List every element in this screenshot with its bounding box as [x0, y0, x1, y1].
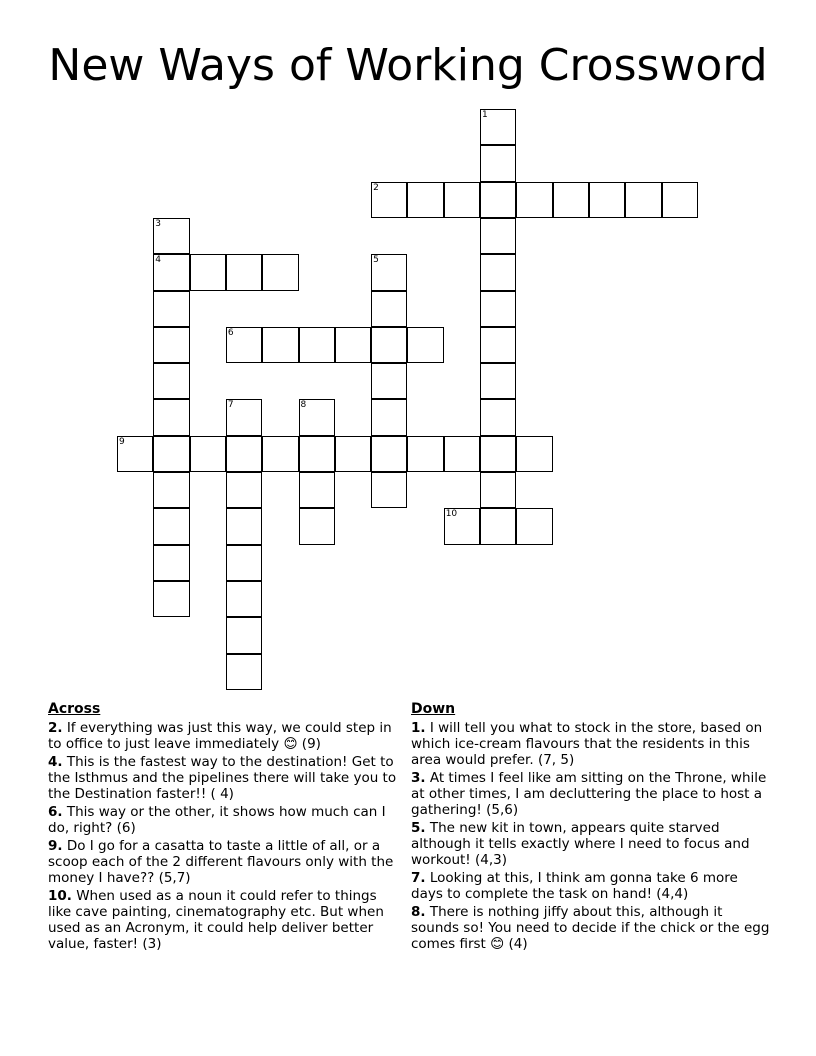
- grid-cell[interactable]: [553, 182, 589, 218]
- clue-text: At times I feel like am sitting on the Throne, while at other times, I am decluttering the place to host a gathering! (5,6): [411, 770, 767, 818]
- grid-cell[interactable]: [226, 327, 262, 363]
- grid-cell[interactable]: [226, 545, 262, 581]
- grid-cell[interactable]: [589, 182, 625, 218]
- grid-cell[interactable]: [371, 291, 407, 327]
- grid-cell[interactable]: [226, 399, 262, 435]
- cell-number: 1: [482, 110, 488, 120]
- grid-cell[interactable]: [480, 182, 516, 218]
- grid-cell[interactable]: [262, 327, 298, 363]
- grid-cell[interactable]: [226, 654, 262, 690]
- cell-number: 6: [227, 327, 234, 338]
- grid-cell[interactable]: [480, 254, 516, 290]
- across-clue: [48, 720, 400, 752]
- clue-number: 1.: [411, 720, 426, 736]
- across-clue: [48, 838, 400, 886]
- across-heading: Across: [48, 701, 101, 717]
- grid-cell[interactable]: [190, 254, 226, 290]
- grid-cell[interactable]: [371, 182, 407, 218]
- clue-text: When used as a noun it could refer to things like cave painting, cinematography etc. But when used as an Acronym, it could help deliver better value, faster! (3): [48, 888, 384, 952]
- clue-number: 10.: [48, 888, 72, 904]
- grid-cell[interactable]: [480, 472, 516, 508]
- grid-cell[interactable]: [153, 581, 189, 617]
- clue-text: This is the fastest way to the destination! Get to the Isthmus and the pipelines there will take you to the Destination faster!! ( 4): [48, 754, 397, 802]
- cell-number: 9: [119, 436, 125, 447]
- grid-cell[interactable]: [371, 472, 407, 508]
- clue-number: 6.: [48, 804, 63, 820]
- grid-cell[interactable]: [299, 399, 335, 435]
- grid-cell[interactable]: [371, 327, 407, 363]
- clue-number: 7.: [411, 870, 426, 886]
- grid-cell[interactable]: [407, 436, 443, 472]
- grid-cell[interactable]: [335, 327, 371, 363]
- clue-text: Do I go for a casatta to taste a little of all, or a scoop each of the 2 different flavours only with the money I have?? (5,7): [48, 838, 394, 886]
- grid-cell[interactable]: [153, 399, 189, 435]
- grid-cell[interactable]: [371, 436, 407, 472]
- across-clue: [48, 888, 400, 952]
- grid-cell[interactable]: [335, 436, 371, 472]
- grid-cell[interactable]: [117, 436, 153, 472]
- across-clue: [48, 804, 400, 836]
- grid-cell[interactable]: [226, 436, 262, 472]
- grid-cell[interactable]: [153, 472, 189, 508]
- clue-text: I will tell you what to stock in the store, based on which ice-cream flavours that the residents in this area would prefer. (7, 5): [411, 720, 763, 768]
- clue-text: Looking at this, I think am gonna take 6 more days to complete the task on hand! (4,4): [411, 870, 738, 902]
- grid-cell[interactable]: [226, 254, 262, 290]
- cell-number: 8: [300, 400, 307, 411]
- grid-cell[interactable]: [480, 291, 516, 327]
- clue-number: 4.: [48, 754, 63, 770]
- grid-cell[interactable]: [299, 436, 335, 472]
- grid-cell[interactable]: [226, 617, 262, 653]
- grid-cell[interactable]: [480, 327, 516, 363]
- grid-cell[interactable]: [299, 327, 335, 363]
- down-clues: [411, 700, 771, 954]
- grid-cell[interactable]: [153, 327, 189, 363]
- grid-cell[interactable]: [516, 508, 552, 544]
- grid-cell[interactable]: [444, 436, 480, 472]
- cell-number: 4: [155, 255, 162, 266]
- grid-cell[interactable]: [371, 363, 407, 399]
- grid-cell[interactable]: [480, 109, 516, 145]
- grid-cell[interactable]: [153, 545, 189, 581]
- clue-text: This way or the other, it shows how much can I do, right? (6): [48, 804, 386, 836]
- grid-cell[interactable]: [153, 291, 189, 327]
- grid-cell[interactable]: [407, 327, 443, 363]
- cell-number: 3: [155, 218, 162, 229]
- clue-number: 2.: [48, 720, 63, 736]
- clue-number: 9.: [48, 838, 63, 854]
- grid-cell[interactable]: [480, 399, 516, 435]
- down-clue: [411, 770, 771, 818]
- clue-number: 5.: [411, 820, 426, 836]
- grid-cell[interactable]: [299, 472, 335, 508]
- clue-text: The new kit in town, appears quite starved although it tells exactly where I need to focus and workout! (4,3): [411, 820, 750, 868]
- grid-cell[interactable]: [226, 581, 262, 617]
- grid-cell[interactable]: [480, 218, 516, 254]
- grid-cell[interactable]: [153, 218, 189, 254]
- grid-cell[interactable]: [480, 363, 516, 399]
- grid-cell[interactable]: [226, 508, 262, 544]
- cell-number: 7: [227, 400, 234, 411]
- down-clue: [411, 904, 771, 952]
- grid-cell[interactable]: [153, 254, 189, 290]
- grid-cell[interactable]: [444, 508, 480, 544]
- grid-cell[interactable]: [444, 182, 480, 218]
- down-clue: [411, 820, 771, 868]
- grid-cell[interactable]: [153, 508, 189, 544]
- grid-cell[interactable]: [480, 436, 516, 472]
- cell-number: 5: [373, 255, 379, 266]
- clue-number: 3.: [411, 770, 426, 786]
- across-clues: [48, 700, 400, 954]
- grid-cell[interactable]: [153, 363, 189, 399]
- grid-cell[interactable]: [153, 436, 189, 472]
- grid-cell[interactable]: [407, 182, 443, 218]
- grid-cell[interactable]: [480, 508, 516, 544]
- grid-cell[interactable]: [262, 436, 298, 472]
- clue-number: 8.: [411, 904, 426, 920]
- grid-cell[interactable]: [516, 182, 552, 218]
- grid-cell[interactable]: [190, 436, 226, 472]
- cell-number: 10: [445, 509, 458, 520]
- grid-cell[interactable]: [480, 145, 516, 181]
- grid-cell[interactable]: [625, 182, 661, 218]
- grid-cell[interactable]: [226, 472, 262, 508]
- page-title: New Ways of Working Crossword: [48, 40, 768, 91]
- down-clue: [411, 870, 771, 902]
- grid-cell[interactable]: [662, 182, 698, 218]
- grid-cell[interactable]: [299, 508, 335, 544]
- grid-cell[interactable]: [371, 399, 407, 435]
- grid-cell[interactable]: [371, 254, 407, 290]
- down-heading: Down: [411, 701, 456, 717]
- across-clue: [48, 754, 400, 802]
- clue-text: If everything was just this way, we could step in to office to just leave immediately 😊 (9): [48, 720, 392, 752]
- clue-text: There is nothing jiffy about this, although it sounds so! You need to decide if the chick or the egg comes first 😊 (4): [411, 904, 770, 952]
- cell-number: 2: [373, 182, 379, 193]
- grid-cell[interactable]: [262, 254, 298, 290]
- grid-cell[interactable]: [516, 436, 552, 472]
- down-clue: [411, 720, 771, 768]
